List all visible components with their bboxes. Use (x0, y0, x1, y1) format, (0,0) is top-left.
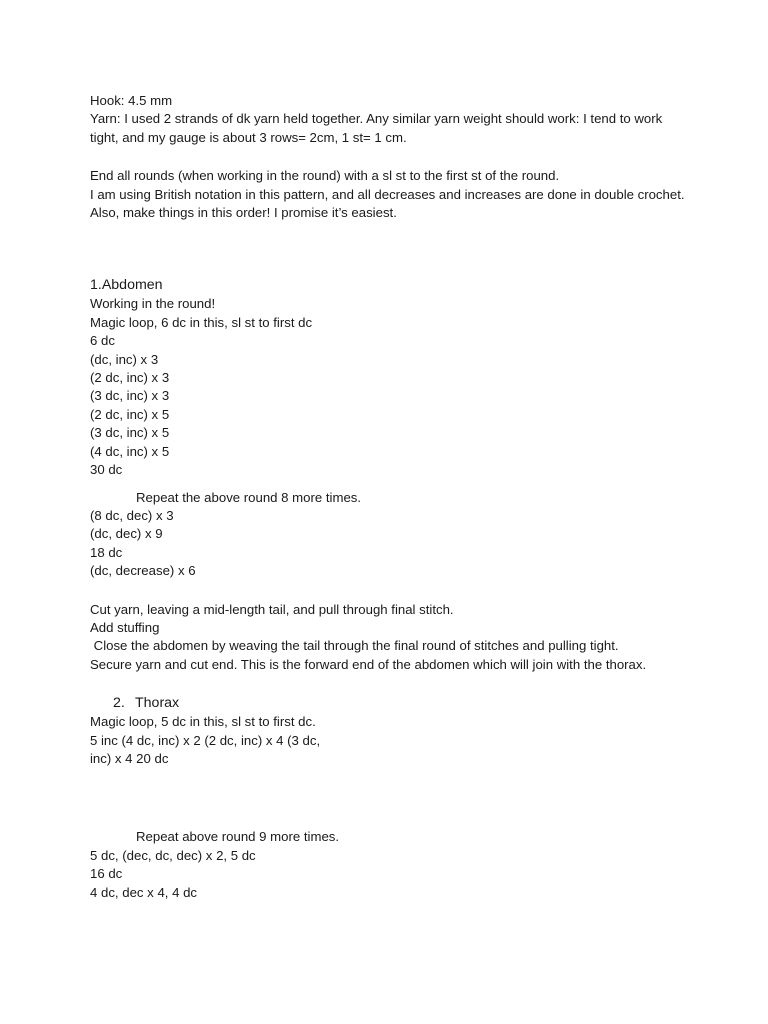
thorax-title: Thorax (135, 695, 180, 712)
hook-spec: Hook: 4.5 mm (90, 93, 173, 108)
note-order: Also, make things in this order! I promise it’s easiest. (90, 205, 397, 221)
pattern-document (90, 92, 690, 902)
thorax-rounds-b (90, 847, 690, 902)
finish-step: Close the abdomen by weaving the tail through the final round of stitches and pulling tight. (90, 638, 619, 654)
abdomen-round: (3 dc, inc) x 5 (90, 425, 170, 441)
abdomen-round: (2 dc, inc) x 5 (90, 406, 170, 422)
thorax-round: 16 dc (90, 866, 123, 882)
abdomen-round: Magic loop, 6 dc in this, sl st to first dc (90, 314, 313, 330)
abdomen-rounds-a (90, 295, 690, 479)
abdomen-round: 30 dc (90, 462, 123, 478)
abdomen-rounds-b (90, 507, 690, 581)
thorax-heading (90, 694, 690, 713)
thorax-repeat-note: Repeat above round 9 more times. (136, 829, 340, 845)
abdomen-round: (dc, inc) x 3 (90, 351, 159, 367)
finish-step: Cut yarn, leaving a mid-length tail, and pull through final stitch. (90, 601, 454, 617)
abdomen-heading: 1.Abdomen (90, 277, 163, 294)
abdomen-round: (8 dc, dec) x 3 (90, 507, 174, 523)
abdomen-round: (dc, decrease) x 6 (90, 563, 196, 579)
thorax-round: 5 dc, (dec, dc, dec) x 2, 5 dc (90, 847, 256, 863)
abdomen-finish (90, 601, 690, 675)
abdomen-round: (dc, dec) x 9 (90, 526, 163, 542)
thorax-round: inc) x 4 20 dc (90, 750, 169, 766)
thorax-round: 5 inc (4 dc, inc) x 2 (2 dc, inc) x 4 (3 dc, (90, 732, 321, 748)
abdomen-round: (3 dc, inc) x 3 (90, 388, 170, 404)
yarn-spec: Yarn: I used 2 strands of dk yarn held together. Any similar yarn weight should work: I tend to work tight, and my gauge is about 3 rows= 2cm, 1 st= 1 cm. (90, 111, 663, 145)
finish-step: Add stuffing (90, 619, 160, 635)
note-british-notation: I am using British notation in this pattern, and all decreases and increases are done in double crochet. (90, 186, 685, 202)
thorax-number: 2. (113, 695, 125, 712)
thorax-rounds-a (90, 713, 690, 768)
finish-step: Secure yarn and cut end. This is the forward end of the abdomen which will join with the thorax. (90, 656, 647, 672)
thorax-round: Magic loop, 5 dc in this, sl st to first dc. (90, 714, 316, 730)
abdomen-round: (4 dc, inc) x 5 (90, 443, 170, 459)
thorax-round: 4 dc, dec x 4, 4 dc (90, 884, 198, 900)
abdomen-round: Working in the round! (90, 296, 216, 312)
abdomen-round: (2 dc, inc) x 3 (90, 370, 170, 386)
abdomen-repeat-note: Repeat the above round 8 more times. (136, 489, 362, 505)
note-end-rounds: End all rounds (when working in the round) with a sl st to the first st of the round. (90, 168, 560, 184)
abdomen-round: 6 dc (90, 333, 115, 349)
abdomen-round: 18 dc (90, 544, 123, 560)
